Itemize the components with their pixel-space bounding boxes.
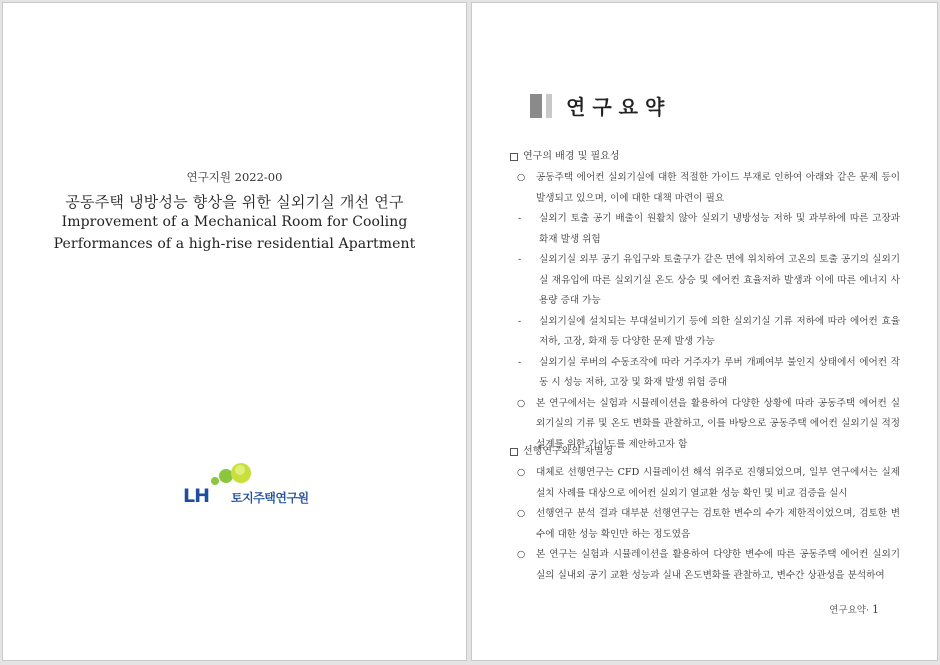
section-heading-text: 연구의 배경 및 필요성 <box>523 151 620 162</box>
list-item-text: 공동주택 에어컨 실외기실에 대한 적절한 가이드 부재로 인하여 아래와 같은 문제 등이 발생되고 있으며, 이에 대한 대책 마련이 필요 <box>536 172 900 204</box>
list-item-text: 실외기실 루버의 수동조작에 따라 거주자가 루버 개폐여부 불인지 상태에서 에어컨 작동 시 성능 저하, 고장 및 화재 발생 위험 증대 <box>539 356 901 388</box>
page-footer <box>829 602 879 616</box>
lh-logo <box>183 465 333 511</box>
logo-lh-mark: LH <box>183 485 210 507</box>
circle-bullet-icon: ○ <box>517 172 526 183</box>
footer-separator: · <box>865 605 869 616</box>
page-number: 1 <box>872 603 879 616</box>
list-item-text: 본 연구는 실험과 시뮬레이션을 활용하여 다양한 변수에 따른 공동주택 에어컨 실외기실의 실내외 공기 교환 성능과 실내 온도변화를 관찰하고, 변수간 상관성을 분석하여 <box>536 549 900 581</box>
list-item <box>510 168 900 209</box>
circle-bullet-icon: ○ <box>517 397 526 409</box>
left-page <box>2 2 467 661</box>
title-english-line-1: Improvement of a Mechanical Room for Cooling <box>61 214 408 230</box>
circle-bullet-icon: ○ <box>517 549 526 560</box>
list-item <box>510 312 900 353</box>
list-item <box>510 463 900 504</box>
footer-label: 연구요약 <box>829 605 866 616</box>
section-heading <box>510 445 900 459</box>
dash-bullet-icon: - <box>518 315 522 327</box>
list-item <box>510 250 900 312</box>
title-korean: 공동주택 냉방성능 향상을 위한 실외기실 개선 연구 <box>65 193 404 211</box>
section-heading-text: 선행연구와의 차별성 <box>523 446 614 457</box>
section-differentiation <box>510 445 900 586</box>
list-item-text: 본 연구에서는 실험과 시뮬레이션을 활용하여 다양한 상황에 따라 공동주택 에어컨 실외기실의 기류 및 온도 변화를 관찰하고, 이를 바탕으로 공동주택 에어컨 실외기실 적정 설계를 위한 가이드를 제안하고자 함 <box>536 397 900 450</box>
dash-bullet-icon: - <box>518 254 522 265</box>
logo-org-name: 토지주택연구원 <box>231 491 309 505</box>
list-item-text: 실외기실에 설치되는 부대설비기기 등에 의한 실외기실 기류 저하에 따라 에어컨 효율 저하, 고장, 화재 등 다양한 문제 발생 가능 <box>539 315 900 347</box>
list-item-text: 실외기실 외부 공기 유입구와 토출구가 같은 면에 위치하여 고온의 토출 공기의 실외기실 재유입에 따른 실외기실 온도 상승 및 에어컨 효율저하 발생과 이에 따른 에너지 사용량 증대 가능 <box>539 254 900 306</box>
list-item-text: 대체로 선행연구는 CFD 시뮬레이션 해석 위주로 진행되었으며, 일부 연구에서는 실제 설치 사례를 대상으로 에어컨 실외기 열교환 성능 확인 및 비교 검증을 실시 <box>536 467 900 499</box>
section-background <box>510 150 900 455</box>
dash-bullet-icon: - <box>518 356 522 368</box>
list-item <box>510 545 900 586</box>
checkbox-icon <box>510 153 518 161</box>
list-item <box>510 209 900 250</box>
circle-bullet-icon: ○ <box>517 467 526 478</box>
section-heading <box>510 150 900 164</box>
report-number: 연구지원 2022-00 <box>186 170 283 184</box>
list-item-text: 선행연구 분석 결과 대부분 선행연구는 검토한 변수의 수가 제한적이었으며, 검토한 변수에 대한 성능 확인만 하는 정도였음 <box>536 508 900 540</box>
heading-bar-light <box>546 94 552 118</box>
list-item <box>510 353 900 394</box>
list-item-text: 실외기 토출 공기 배출이 원활치 않아 실외기 냉방성능 저하 및 과부하에 따른 고장과 화재 발생 위험 <box>539 213 900 245</box>
title-english-line-2: Performances of a high-rise residential Apartment <box>53 236 416 252</box>
heading-bar-dark <box>530 94 542 118</box>
checkbox-icon <box>510 448 518 456</box>
right-page <box>471 2 938 661</box>
summary-title: 연구요약 <box>566 95 672 119</box>
list-item <box>510 504 900 545</box>
circle-bullet-icon: ○ <box>517 508 526 519</box>
dash-bullet-icon: - <box>518 213 522 224</box>
summary-heading <box>530 91 671 120</box>
